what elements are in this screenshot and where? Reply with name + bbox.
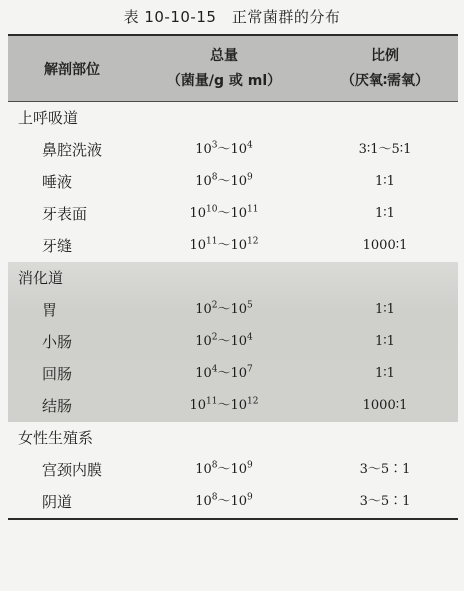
cell-total-count: [136, 358, 312, 390]
cell-ratio: 3～5∶1: [359, 494, 411, 509]
count-low-exponent: 2: [211, 300, 218, 311]
cell-ratio: 1000∶1: [362, 238, 408, 253]
cell-total-count: [136, 134, 312, 166]
count-high-base: 10: [230, 494, 248, 509]
count-low-base: 10: [189, 206, 207, 221]
count-low-exponent: 11: [206, 396, 218, 407]
range-separator: ～: [217, 334, 231, 349]
range-separator: ～: [217, 238, 231, 253]
cell-total-count: [136, 390, 312, 422]
cell-total-count: [136, 486, 312, 518]
cell-ratio: 3～5∶1: [359, 462, 411, 477]
cell-site: 结肠: [42, 397, 73, 415]
table-row: [8, 198, 458, 230]
count-high-base: 10: [230, 206, 248, 221]
cell-ratio: 1∶1: [375, 302, 395, 317]
count-high-base: 10: [230, 334, 248, 349]
count-low-base: 10: [195, 174, 212, 189]
count-high-exponent: 9: [247, 460, 253, 471]
cell-site: 阴道: [42, 493, 73, 511]
cell-total-count: [136, 294, 312, 326]
range-separator: ～: [217, 494, 231, 509]
count-high-exponent: 9: [247, 172, 253, 183]
section-label: 女性生殖系: [18, 429, 94, 447]
table-row: [8, 358, 458, 390]
table-row: [8, 166, 458, 198]
cell-ratio: 1∶1: [375, 334, 395, 349]
table-row: [8, 454, 458, 486]
cell-site: 宫颈内膜: [42, 461, 103, 479]
cell-site: 牙缝: [42, 237, 73, 255]
count-high-base: 10: [230, 174, 248, 189]
table-section: [8, 422, 458, 518]
range-separator: ～: [217, 462, 231, 477]
cell-ratio: 3∶1～5∶1: [358, 142, 412, 157]
count-low-base: 10: [195, 462, 212, 477]
header-total-count-unit: （菌量/g 或 ml）: [166, 72, 282, 89]
table-row: [8, 230, 458, 262]
section-label: 消化道: [18, 269, 64, 287]
cell-total-count: [136, 198, 312, 230]
table-section: [8, 102, 458, 262]
count-high-base: 10: [230, 302, 248, 317]
count-low-base: 10: [195, 142, 212, 157]
count-low-exponent: 8: [211, 172, 218, 183]
header-ratio-unit: （厌氧∶需氧）: [340, 72, 430, 89]
cell-site: 唾液: [42, 173, 73, 191]
header-total-count: [136, 36, 312, 101]
count-low-base: 10: [189, 398, 207, 413]
header-ratio: [312, 36, 458, 101]
count-high-base: 10: [230, 462, 248, 477]
table-caption: 表 10-10-15 正常菌群的分布: [123, 8, 341, 26]
cell-total-count: [136, 166, 312, 198]
range-separator: ～: [217, 366, 231, 381]
count-low-base: 10: [195, 302, 212, 317]
range-separator: ～: [217, 174, 231, 189]
cell-total-count: [136, 454, 312, 486]
count-low-exponent: 8: [211, 492, 218, 503]
header-anatomical-site: 解剖部位: [44, 61, 100, 78]
header-total-count-title: 总量: [210, 47, 238, 64]
range-separator: ～: [217, 142, 231, 157]
table-row: [8, 294, 458, 326]
cell-ratio: 1∶1: [375, 174, 395, 189]
count-high-exponent: 4: [247, 140, 253, 151]
header-ratio-title: 比例: [371, 47, 399, 64]
count-high-exponent: 7: [247, 364, 253, 375]
count-low-exponent: 4: [211, 364, 218, 375]
table-bottom-rule: [8, 518, 458, 520]
table-row: [8, 134, 458, 166]
cell-ratio: 1∶1: [375, 366, 395, 381]
count-high-base: 10: [230, 398, 248, 413]
count-low-exponent: 11: [206, 236, 218, 247]
count-high-exponent: 11: [247, 204, 259, 215]
section-label: 上呼吸道: [18, 109, 79, 127]
table-row: [8, 390, 458, 422]
cell-site: 鼻腔洗液: [42, 141, 103, 159]
count-high-base: 10: [230, 366, 248, 381]
cell-site: 小肠: [42, 333, 73, 351]
count-high-exponent: 9: [247, 492, 253, 503]
count-high-exponent: 4: [247, 332, 253, 343]
cell-site: 回肠: [42, 365, 73, 383]
cell-ratio: 1000∶1: [362, 398, 408, 413]
table-section: [8, 262, 458, 422]
count-low-exponent: 10: [206, 204, 218, 215]
count-high-base: 10: [230, 142, 248, 157]
count-low-exponent: 8: [211, 460, 218, 471]
cell-site: 胃: [42, 301, 58, 319]
count-low-base: 10: [189, 238, 207, 253]
count-high-exponent: 12: [247, 236, 259, 247]
count-low-base: 10: [195, 366, 212, 381]
table-header: [8, 36, 458, 101]
table-body: [8, 102, 458, 518]
cell-total-count: [136, 326, 312, 358]
table-row: [8, 326, 458, 358]
count-low-base: 10: [195, 494, 212, 509]
count-low-exponent: 3: [211, 140, 218, 151]
range-separator: ～: [217, 398, 231, 413]
cell-ratio: 1∶1: [375, 206, 395, 221]
range-separator: ～: [217, 206, 231, 221]
count-low-base: 10: [195, 334, 212, 349]
table-row: [8, 486, 458, 518]
count-low-exponent: 2: [211, 332, 218, 343]
cell-site: 牙表面: [42, 205, 88, 223]
flora-distribution-table: [8, 34, 458, 520]
count-high-base: 10: [230, 238, 248, 253]
count-high-exponent: 5: [247, 300, 253, 311]
count-high-exponent: 12: [247, 396, 259, 407]
range-separator: ～: [217, 302, 231, 317]
cell-total-count: [136, 230, 312, 262]
